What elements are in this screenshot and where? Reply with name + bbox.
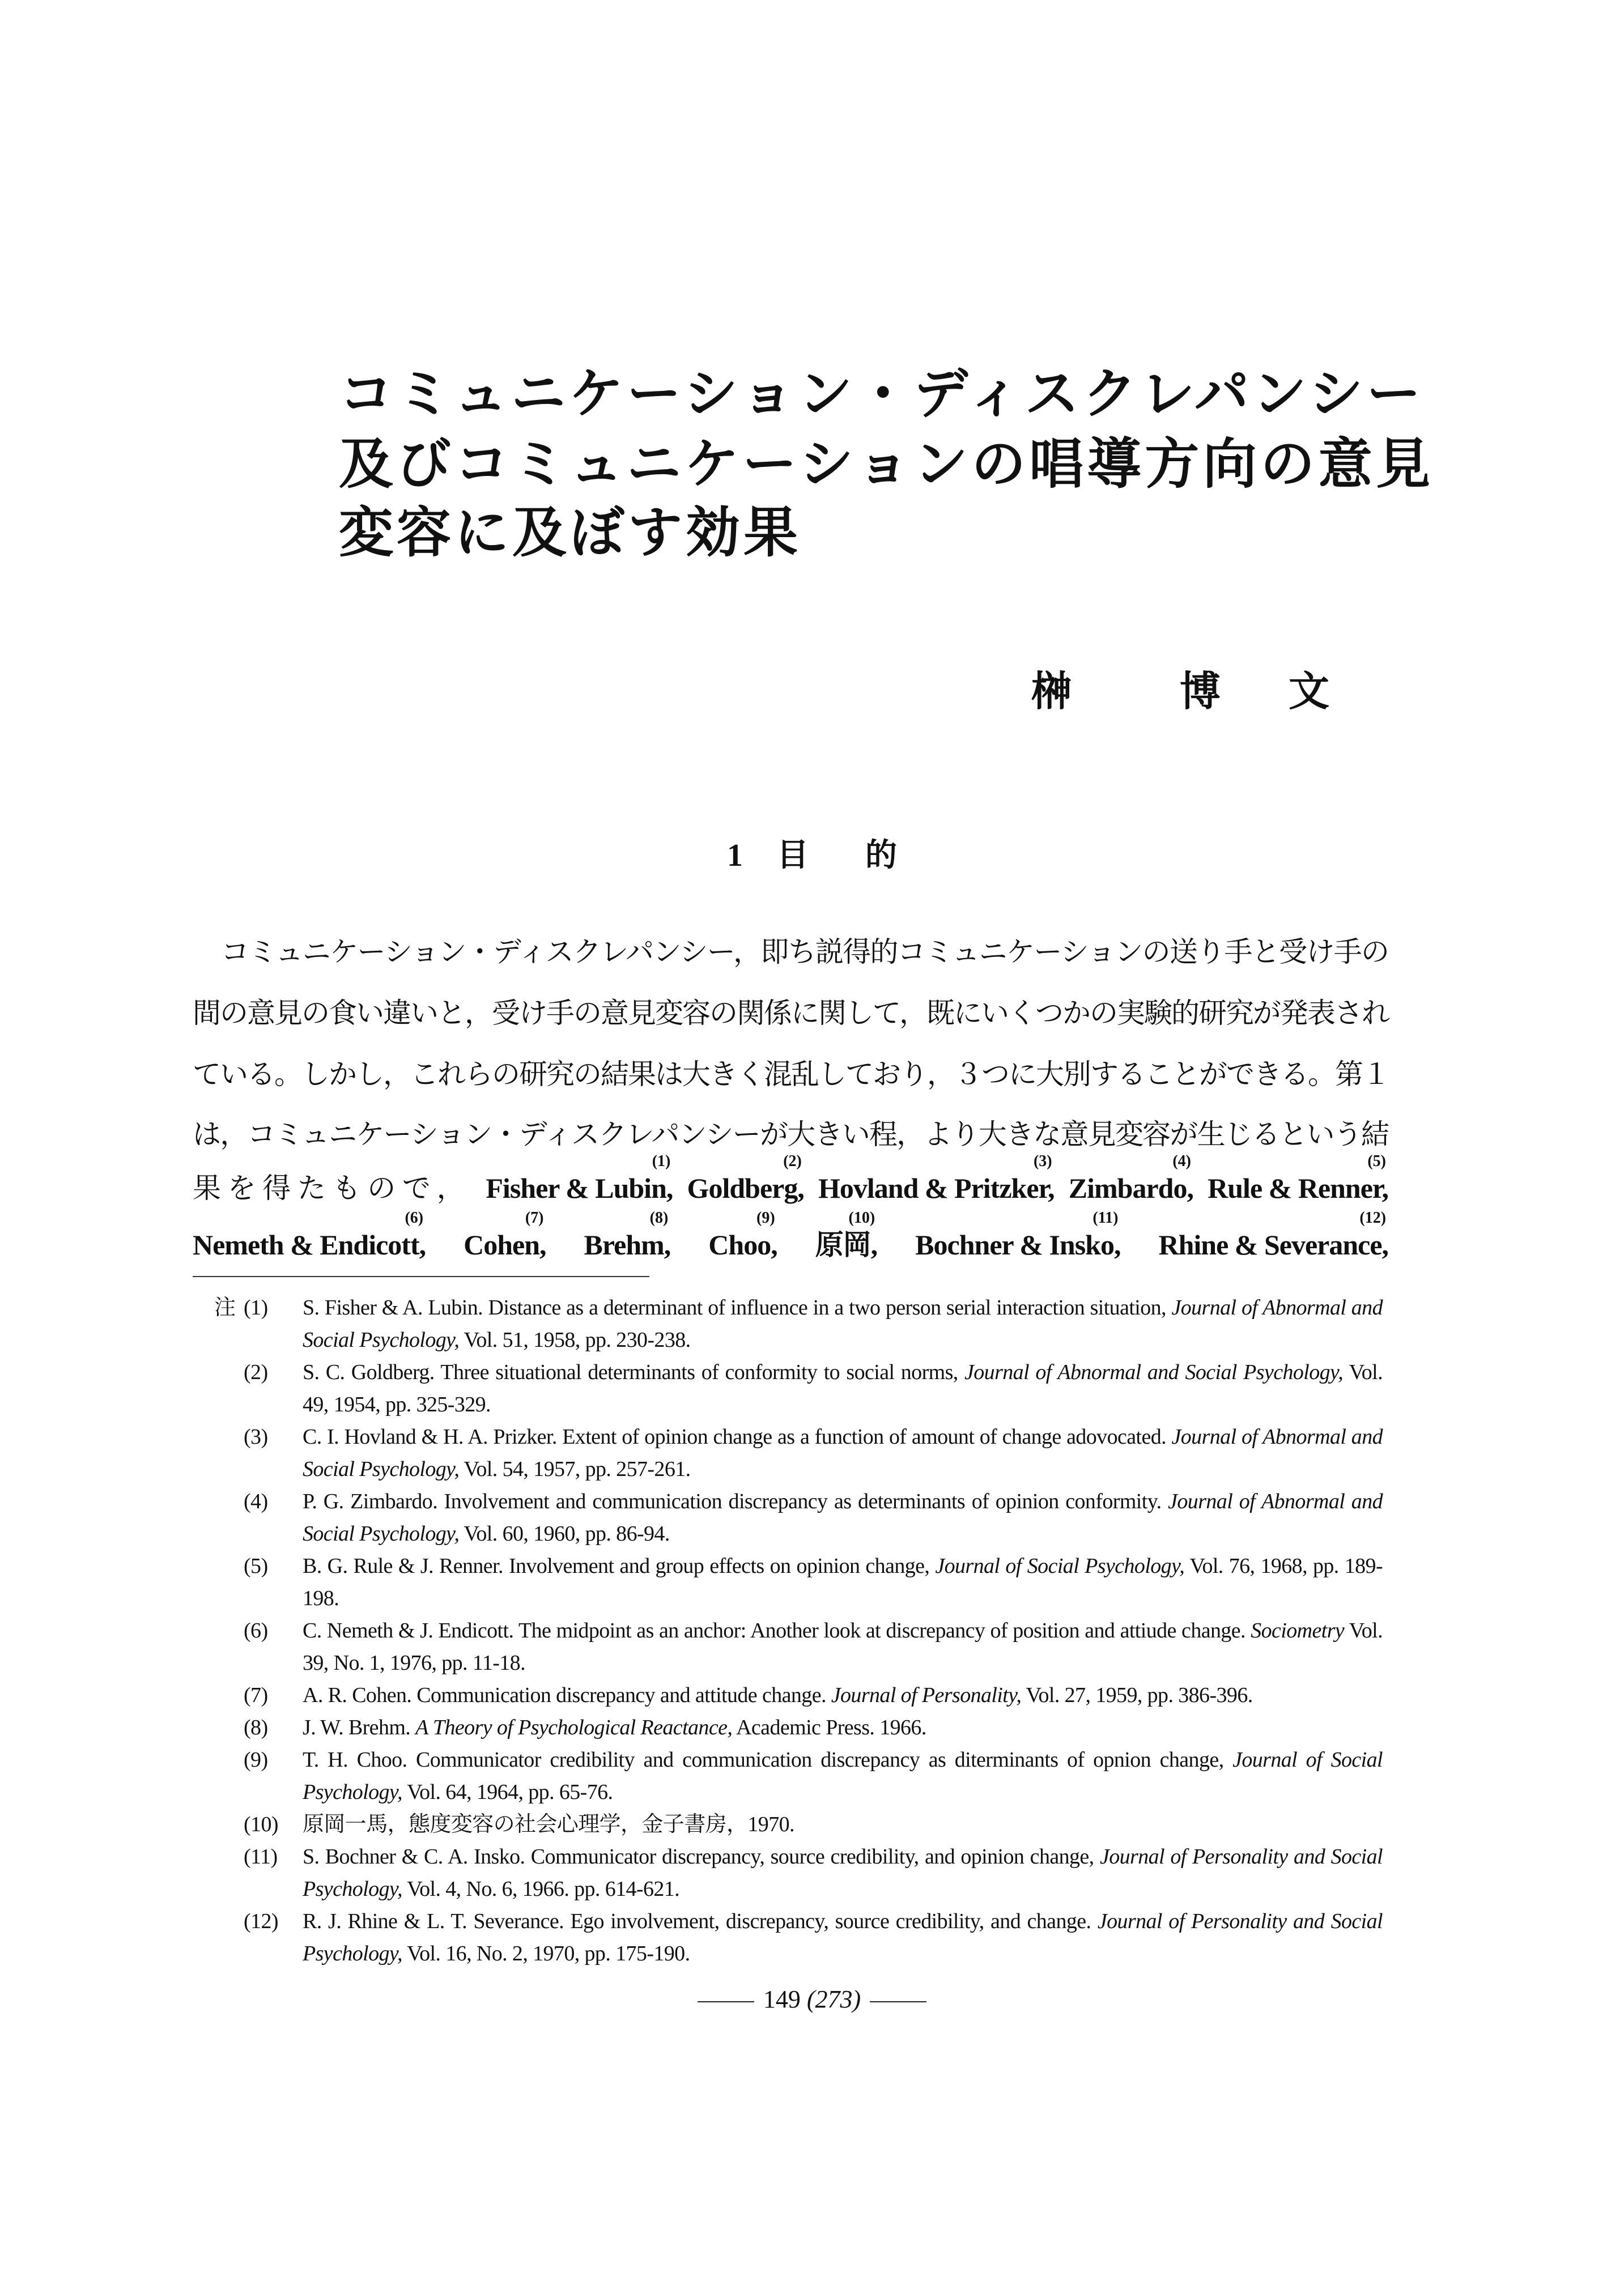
footnote-text: R. J. Rhine & L. T. Severance. Ego involvement, discrepancy, source credibility, and change.: [303, 1909, 1098, 1933]
citation-text: Choo,: [708, 1229, 777, 1261]
section-number: 1: [727, 838, 743, 873]
page-number: [0, 1983, 1624, 2017]
footnote-journal: Journal of Social Psychology,: [935, 1554, 1185, 1578]
footnote: [214, 1809, 1383, 1841]
footnote: [214, 1615, 1383, 1679]
citation: [464, 1209, 546, 1261]
footnote-details: Vol. 76, 1968, pp. 189-198.: [303, 1554, 1383, 1610]
footnote: [214, 1356, 1383, 1421]
author-name: [1031, 671, 1397, 712]
footnote-number: (3): [244, 1425, 268, 1449]
footnote-journal: Journal of Personality and Social Psychology,: [303, 1909, 1383, 1966]
citation-text: Hovland & Pritzker,: [818, 1172, 1055, 1204]
footnote-text: C. Nemeth & J. Endicott. The midpoint as an anchor: Another look at discrepancy of position and attiude change.: [303, 1619, 1251, 1643]
footnotes: [214, 1292, 1383, 1970]
body-line-6: [193, 1209, 1389, 1261]
footnote-journal: Journal of Abnormal and Social Psychology,: [964, 1360, 1344, 1384]
footnote-journal: Journal of Social Psychology,: [303, 1748, 1383, 1804]
footnote-journal: Journal of Personality,: [831, 1683, 1022, 1707]
footnote-number: (10): [244, 1813, 278, 1836]
citation: [815, 1209, 878, 1261]
citation-number: (5): [1367, 1152, 1387, 1170]
footnote-text: T. H. Choo. Communicator credibility and communication discrepancy as diterminants of opnion change,: [303, 1748, 1233, 1772]
dash-left: [698, 2001, 754, 2002]
footnote-details: Vol. 54, 1957, pp. 257-261.: [459, 1457, 691, 1481]
footnote-journal: Journal of Abnormal and Social Psychology,: [303, 1296, 1383, 1352]
citation: [687, 1152, 804, 1204]
body-line-5-lead: 果を得たもので，: [193, 1172, 472, 1204]
footnote-details: Vol. 51, 1958, pp. 230-238.: [459, 1328, 691, 1352]
citation-text: Cohen,: [464, 1229, 546, 1261]
footnote-label: 注: [214, 1296, 236, 1320]
citation-text: Rhine & Severance,: [1158, 1229, 1389, 1261]
citation: [708, 1209, 777, 1261]
footnote-number: (11): [244, 1845, 278, 1869]
footnote-details: Vol. 4, No. 6, 1966. pp. 614-621.: [402, 1877, 680, 1901]
footnote-text: A. R. Cohen. Communication discrepancy and attitude change.: [303, 1683, 831, 1707]
footnote: [214, 1905, 1383, 1970]
body-line-3: ている。しかし，これらの研究の結果は大きく混乱しており，３つに大別することができる。第１: [193, 1058, 1389, 1090]
citation-number: (2): [783, 1152, 802, 1170]
footnote-divider: [193, 1276, 649, 1277]
author-family-name: 榊: [1031, 669, 1073, 714]
footnote: [214, 1841, 1383, 1905]
footnote-journal: Journal of Personality and Social Psychology,: [303, 1845, 1383, 1901]
footnote-number: (2): [244, 1360, 268, 1384]
footnote-text: B. G. Rule & J. Renner. Involvement and group effects on opinion change,: [303, 1554, 936, 1578]
footnote-number: (1): [244, 1296, 268, 1320]
footnote-details: Vol. 60, 1960, pp. 86-94.: [459, 1522, 670, 1546]
footnote-number: (9): [244, 1748, 268, 1772]
citation-text: Brehm,: [584, 1229, 671, 1261]
footnote-number: (5): [244, 1554, 268, 1578]
footnote: [214, 1712, 1383, 1744]
citation: [193, 1209, 426, 1261]
footnote: [214, 1744, 1383, 1809]
footnote-text: P. G. Zimbardo. Involvement and communication discrepancy as determinants of opinion conformity.: [303, 1490, 1168, 1513]
citation-number: (9): [756, 1209, 775, 1227]
footnote-details: Vol. 64, 1964, pp. 65-76.: [402, 1780, 613, 1804]
footnote-journal: Journal of Abnormal and Social Psychology,: [303, 1425, 1383, 1481]
footnote-details: Vol. 27, 1959, pp. 386-396.: [1021, 1683, 1253, 1707]
footnote-details: Vol. 39, No. 1, 1976, pp. 11-18.: [303, 1619, 1383, 1675]
body-line-2: 間の意見の食い違いと，受け手の意見変容の関係に関して，既にいくつかの実験的研究が発表され: [193, 997, 1389, 1029]
footnote-number: (12): [244, 1909, 278, 1933]
page-number-value: 149: [763, 1985, 801, 2013]
dash-right: [870, 2001, 926, 2002]
paper-title-line-3: 変容に及ぼす効果: [339, 503, 801, 563]
citation-number: (12): [1359, 1209, 1387, 1227]
footnote-text: S. C. Goldberg. Three situational determinants of conformity to social norms,: [303, 1360, 965, 1384]
footnote-journal: A Theory of Psychological Reactance,: [415, 1716, 733, 1739]
citation-number: (1): [652, 1152, 671, 1170]
body-line-4: は，コミュニケーション・ディスクレパンシーが大きい程，より大きな意見変容が生じるという結: [193, 1118, 1388, 1150]
footnote: [214, 1486, 1383, 1550]
footnote-number: (8): [244, 1716, 268, 1739]
citation: [1208, 1152, 1389, 1204]
citation-text: Nemeth & Endicott,: [193, 1229, 426, 1261]
section-title-b: 的: [865, 838, 897, 873]
footnote-number: (7): [244, 1683, 268, 1707]
footnote-text: S. Fisher & A. Lubin. Distance as a determinant of influence in a two person serial interaction situation,: [303, 1296, 1172, 1320]
footnote-number: (6): [244, 1619, 268, 1643]
citation-number: (8): [649, 1209, 669, 1227]
footnote: [214, 1550, 1383, 1615]
citation-text: Bochner & Insko,: [915, 1229, 1121, 1261]
citation-number: (7): [525, 1209, 544, 1227]
section-heading: [0, 840, 1624, 871]
paper-title-line-2: 及びコミュニケーションの唱導方向の意見: [339, 434, 1434, 495]
footnote-number: (4): [244, 1490, 268, 1513]
citation-text: 原岡,: [815, 1229, 878, 1261]
footnote-text: J. W. Brehm.: [303, 1716, 416, 1739]
footnote-journal: Journal of Abnormal and Social Psychology,: [303, 1490, 1383, 1546]
citation-number: (6): [405, 1209, 424, 1227]
citation: [915, 1209, 1121, 1261]
citation-text: Rule & Renner,: [1208, 1172, 1389, 1204]
citation: [1158, 1209, 1389, 1261]
footnote-journal: Sociometry: [1251, 1619, 1345, 1643]
paper-title-line-1: コミュニケーション・ディスクレパンシー: [339, 364, 1425, 424]
body-line-1: コミュニケーション・ディスクレパンシー，即ち説得的コミュニケーションの送り手と受け手の: [221, 936, 1388, 968]
lower-section: [0, 1292, 1624, 2017]
citation-text: Goldberg,: [687, 1172, 804, 1204]
citation-number: (3): [1033, 1152, 1052, 1170]
citation: [486, 1152, 673, 1204]
body-line-5: [193, 1152, 1389, 1204]
citation-text: Fisher & Lubin,: [486, 1172, 673, 1204]
citation-text: Zimbardo,: [1068, 1172, 1193, 1204]
footnote-text: 原岡一馬，態度変容の社会心理学，金子書房，1970.: [303, 1813, 794, 1836]
footnote-details: Academic Press. 1966.: [732, 1716, 926, 1739]
citation: [1068, 1152, 1193, 1204]
footnote-details: Vol. 49, 1954, pp. 325-329.: [303, 1360, 1383, 1416]
citation-number: (4): [1172, 1152, 1191, 1170]
footnote-text: S. Bochner & C. A. Insko. Communicator discrepancy, source credibility, and opinion change,: [303, 1845, 1100, 1869]
citation: [818, 1152, 1055, 1204]
footnote: [214, 1679, 1383, 1712]
citation-number: (11): [1092, 1209, 1119, 1227]
footnote-details: Vol. 16, No. 2, 1970, pp. 175-190.: [402, 1942, 690, 1966]
page-number-alt: (273): [806, 1985, 861, 2013]
citation-number: (10): [848, 1209, 875, 1227]
footnote-text: C. I. Hovland & H. A. Prizker. Extent of opinion change as a function of amount of change adovocated.: [303, 1425, 1172, 1449]
section-title-a: 目: [777, 838, 809, 873]
footnote: [214, 1292, 1383, 1356]
citation: [584, 1209, 671, 1261]
author-given-name: 博文: [1180, 669, 1398, 714]
footnote: [214, 1421, 1383, 1486]
